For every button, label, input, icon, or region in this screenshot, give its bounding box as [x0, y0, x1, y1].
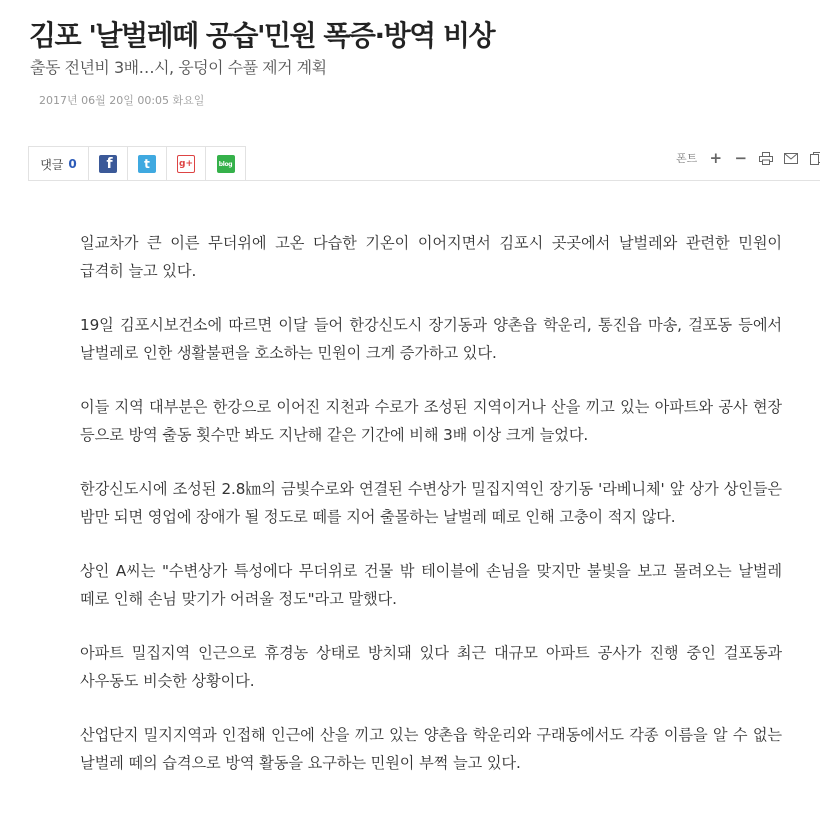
email-icon[interactable] — [778, 150, 803, 166]
font-decrease-icon[interactable]: − — [734, 149, 748, 167]
blog-share-button[interactable] — [206, 147, 245, 181]
article-paragraph: 산업단지 밀지지역과 인접해 인근에 산을 끼고 있는 양촌읍 학운리와 구래동에서도 각종 이름을 알 수 없는 날벌레 떼의 습격으로 방역 활동을 요구하는 민원이 부쩍 늘고 있다. — [80, 726, 782, 772]
comment-count: 0 — [68, 157, 77, 171]
article-paragraph: 이들 지역 대부분은 한강으로 이어진 지천과 수로가 조성된 지역이거나 산을 끼고 있는 아파트와 공사 현장 등으로 방역 출동 횟수만 봐도 지난해 같은 기간에 비해 3배 이상 크게 늘었다. — [80, 398, 782, 444]
copy-icon[interactable] — [803, 150, 820, 166]
article-date: 2017년 06월 20일 00:05 화요일 — [39, 94, 205, 107]
toolbar-divider — [28, 180, 820, 181]
comment-button[interactable] — [29, 147, 89, 181]
twitter-icon: t — [138, 155, 156, 173]
google-plus-share-button[interactable] — [167, 147, 206, 181]
print-icon[interactable] — [753, 150, 778, 166]
facebook-icon: f — [99, 155, 117, 173]
font-increase-icon[interactable]: + — [709, 149, 723, 167]
font-label: 폰트 — [676, 152, 698, 165]
article-paragraph: 상인 A씨는 "수변상가 특성에다 무더위로 건물 밖 테이블에 손님을 맞지만 불빛을 보고 몰려오는 날벌레 떼로 인해 손님 맞기가 어려울 정도"라고 말했다. — [80, 562, 782, 608]
comment-label: 댓글 — [40, 157, 64, 172]
article-subtitle: 출동 전년비 3배…시, 웅덩이 수풀 제거 계획 — [30, 58, 327, 77]
article-paragraph: 아파트 밀집지역 인근으로 휴경농 상태로 방치돼 있다 최근 대규모 아파트 공사가 진행 중인 걸포동과 사우동도 비슷한 상황이다. — [80, 644, 782, 690]
google-plus-icon: g+ — [177, 155, 195, 173]
twitter-share-button[interactable] — [128, 147, 167, 181]
blog-icon: blog — [217, 155, 235, 173]
article-tools — [676, 150, 820, 166]
article-title: 김포 '날벌레떼 공습'민원 폭증·방역 비상 — [29, 19, 495, 52]
article-paragraph: 일교차가 큰 이른 무더위에 고온 다습한 기온이 이어지면서 김포시 곳곳에서 날벌레와 관련한 민원이 급격히 늘고 있다. — [80, 234, 782, 280]
share-bar — [28, 146, 246, 181]
article-paragraph: 19일 김포시보건소에 따르면 이달 들어 한강신도시 장기동과 양촌읍 학운리, 통진읍 마송, 걸포동 등에서 날벌레로 인한 생활불편을 호소하는 민원이 크게 증가하고 있다. — [80, 316, 782, 362]
article-body — [80, 229, 782, 803]
article-paragraph: 한강신도시에 조성된 2.8㎞의 금빛수로와 연결된 수변상가 밀집지역인 장기동 '라베니체' 앞 상가 상인들은 밤만 되면 영업에 장애가 될 정도로 떼를 지어 출몰하는 날벌레 떼로 인해 고충이 적지 않다. — [80, 480, 782, 526]
facebook-share-button[interactable] — [89, 147, 128, 181]
